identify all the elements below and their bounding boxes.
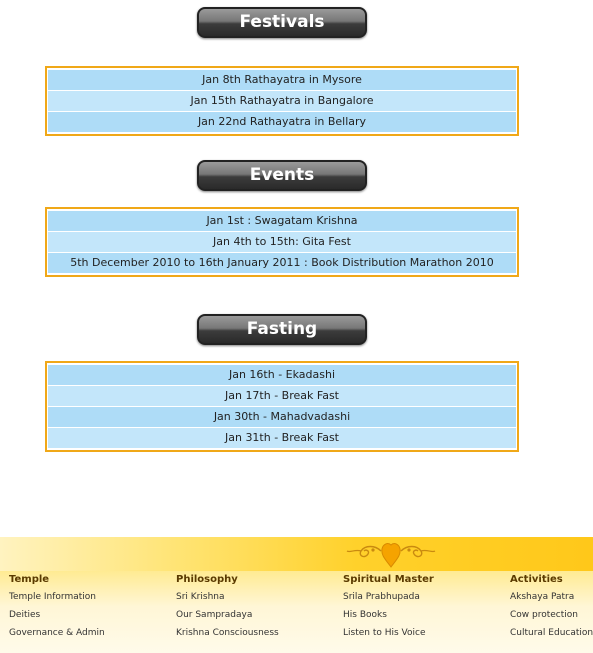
events-heading[interactable]: Events (197, 160, 367, 191)
list-item[interactable]: 5th December 2010 to 16th January 2011 : Book Distribution Marathon 2010 (48, 253, 516, 273)
list-item[interactable]: Jan 30th - Mahadvadashi (48, 407, 516, 427)
list-item[interactable]: Jan 31th - Break Fast (48, 428, 516, 448)
fasting-heading[interactable]: Fasting (197, 314, 367, 345)
footer-col-philosophy (176, 574, 279, 646)
footer-link[interactable]: Temple Information (9, 592, 96, 602)
list-item[interactable]: Jan 8th Rathayatra in Mysore (48, 70, 516, 90)
footer-link[interactable]: Srila Prabhupada (343, 592, 420, 602)
footer-col-temple (9, 574, 105, 646)
list-item[interactable]: Jan 17th - Break Fast (48, 386, 516, 406)
footer-col-title: Temple (9, 574, 50, 585)
footer-link[interactable]: Cow protection (510, 610, 578, 620)
ornament-icon (345, 539, 437, 569)
fasting-panel (45, 361, 519, 452)
footer-link[interactable]: Cultural Education (510, 628, 593, 638)
events-panel (45, 207, 519, 277)
footer-band (0, 537, 593, 571)
footer-link[interactable]: Governance & Admin (9, 628, 105, 638)
footer-col-title: Philosophy (176, 574, 238, 585)
list-item[interactable]: Jan 16th - Ekadashi (48, 365, 516, 385)
footer-link[interactable]: Deities (9, 610, 41, 620)
festivals-heading[interactable]: Festivals (197, 7, 367, 38)
list-item[interactable]: Jan 4th to 15th: Gita Fest (48, 232, 516, 252)
festivals-panel (45, 66, 519, 136)
footer-col-activities (510, 574, 593, 646)
footer-link[interactable]: Akshaya Patra (510, 592, 575, 602)
footer-link[interactable]: Sri Krishna (176, 592, 225, 602)
footer-link[interactable]: Krishna Consciousness (176, 628, 279, 638)
list-item[interactable]: Jan 1st : Swagatam Krishna (48, 211, 516, 231)
list-item[interactable]: Jan 22nd Rathayatra in Bellary (48, 112, 516, 132)
list-item[interactable]: Jan 15th Rathayatra in Bangalore (48, 91, 516, 111)
footer-link[interactable]: Listen to His Voice (343, 628, 426, 638)
footer-col-title: Activities (510, 574, 563, 585)
footer-col-title: Spiritual Master (343, 574, 434, 585)
footer-link[interactable]: His Books (343, 610, 387, 620)
site-footer (0, 537, 593, 653)
footer-link[interactable]: Our Sampradaya (176, 610, 253, 620)
footer-col-spiritual-master (343, 574, 434, 646)
